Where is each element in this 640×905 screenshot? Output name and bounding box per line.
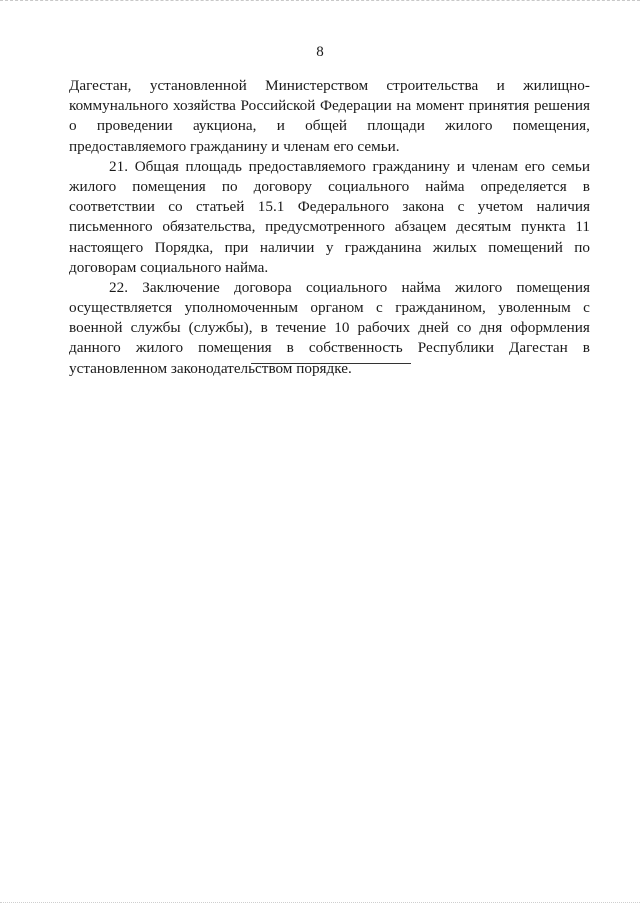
text-line: [69, 338, 590, 358]
word: по: [574, 238, 590, 256]
word: военной: [69, 319, 123, 337]
word: жилого: [445, 117, 493, 135]
text-line: [69, 278, 590, 298]
word: решения: [533, 97, 590, 115]
word: со: [456, 319, 472, 337]
word: 15.1: [257, 198, 285, 216]
scan-edge-top: [0, 0, 640, 3]
text-line: [69, 298, 590, 318]
word: предусмотренного: [265, 218, 385, 236]
word: органом: [310, 299, 364, 317]
scan-edge-bottom: [0, 902, 640, 903]
word: Дагестан,: [69, 77, 132, 94]
word: 11: [575, 218, 590, 236]
word: площади: [367, 117, 425, 135]
word: абзацем: [394, 218, 447, 236]
word: статьей: [196, 198, 245, 216]
word: наличии: [259, 238, 315, 256]
word: со: [168, 198, 183, 216]
word: рабочих: [357, 319, 411, 337]
word: социального: [328, 177, 410, 195]
paragraph-21: [69, 157, 590, 278]
word: найма: [425, 177, 465, 195]
page-number: 8: [316, 44, 324, 60]
document-body: [69, 76, 590, 379]
word: с: [457, 198, 465, 216]
text-line: [69, 76, 590, 96]
word: строительства: [386, 77, 479, 94]
word: при: [224, 238, 249, 256]
word: установленной: [149, 77, 247, 94]
word: договору: [253, 177, 313, 195]
text-line: [69, 238, 590, 258]
word: договора: [234, 278, 292, 296]
word: его: [524, 157, 545, 175]
word: помещения: [132, 177, 206, 195]
word: коммунального: [69, 97, 169, 115]
word: данного: [69, 339, 121, 357]
end-separator-line: [251, 363, 411, 364]
word: гражданину: [372, 157, 451, 175]
word: помещения: [198, 339, 272, 357]
text-line: установленном законодательством порядке.: [69, 359, 352, 377]
word: аукциона,: [192, 117, 257, 135]
word: в: [286, 339, 294, 357]
text-line: договорам социального найма.: [69, 258, 269, 276]
word: гражданином,: [395, 299, 486, 317]
word: закона: [402, 198, 445, 216]
word: уполномоченным: [184, 299, 298, 317]
word: Заключение: [142, 278, 220, 296]
word: момент: [415, 97, 464, 115]
word: принятия: [468, 97, 530, 115]
word: течение: [275, 319, 327, 337]
word: в: [582, 339, 590, 357]
word: с: [376, 299, 383, 317]
word: определяется: [480, 177, 567, 195]
text-line: [69, 116, 590, 136]
word: Федерального: [297, 198, 389, 216]
word: найма: [401, 278, 441, 296]
word: членам: [471, 157, 519, 175]
word: социального: [306, 278, 388, 296]
word: по: [221, 177, 238, 195]
word: Российской: [240, 97, 316, 115]
word: наличия: [536, 198, 590, 216]
word: службы: [130, 319, 181, 337]
word: соответствии: [69, 198, 155, 216]
word: дней: [418, 319, 449, 337]
word: обязательства,: [162, 218, 256, 236]
word: дня: [479, 319, 503, 337]
word: и: [456, 157, 465, 175]
word: гражданина: [344, 238, 422, 256]
word: помещений: [488, 238, 563, 256]
word: помещения,: [512, 117, 590, 135]
word: Порядка,: [154, 238, 214, 256]
word: с: [583, 299, 590, 317]
text-line: [69, 197, 590, 217]
word: учетом: [477, 198, 524, 216]
word: жилого: [69, 177, 117, 195]
word: жилого: [455, 278, 503, 296]
word: площадь: [185, 157, 242, 175]
word: письменного: [69, 218, 153, 236]
word: на: [396, 97, 412, 115]
text-line: [69, 318, 590, 338]
word: настоящего: [69, 238, 144, 256]
word: Дагестан: [509, 339, 568, 357]
word: жилищно-: [523, 77, 590, 94]
word: проведении: [96, 117, 173, 135]
word: жилых: [432, 238, 477, 256]
word: Министерством: [265, 77, 369, 94]
text-line: [69, 217, 590, 237]
word: собственность: [308, 339, 403, 357]
word: (службы),: [188, 319, 253, 337]
word: помещения: [516, 278, 590, 296]
word: в: [582, 177, 590, 195]
word: пункта: [520, 218, 566, 236]
text-line: [69, 177, 590, 197]
text-line: предоставляемого гражданину и членам его семьи.: [69, 137, 400, 155]
word: и: [276, 117, 285, 135]
word: Общая: [134, 157, 179, 175]
word: и: [496, 77, 505, 94]
word: Федерации: [320, 97, 392, 115]
text-line: [69, 157, 590, 177]
word: у: [325, 238, 334, 256]
word: о: [69, 117, 77, 135]
word: Республики: [417, 339, 494, 357]
word: жилого: [135, 339, 184, 357]
word: 22.: [109, 278, 128, 296]
word: семьи: [551, 157, 590, 175]
paragraph-continuation: [69, 76, 590, 157]
word: уволенным: [498, 299, 571, 317]
word: хозяйства: [173, 97, 236, 115]
word: в: [260, 319, 268, 337]
word: осуществляется: [69, 299, 173, 317]
word: 10: [334, 319, 350, 337]
word: предоставляемого: [248, 157, 366, 175]
word: оформления: [510, 319, 590, 337]
word: 21.: [109, 157, 128, 175]
text-line: [69, 96, 590, 116]
word: десятым: [456, 218, 512, 236]
word: общей: [305, 117, 348, 135]
